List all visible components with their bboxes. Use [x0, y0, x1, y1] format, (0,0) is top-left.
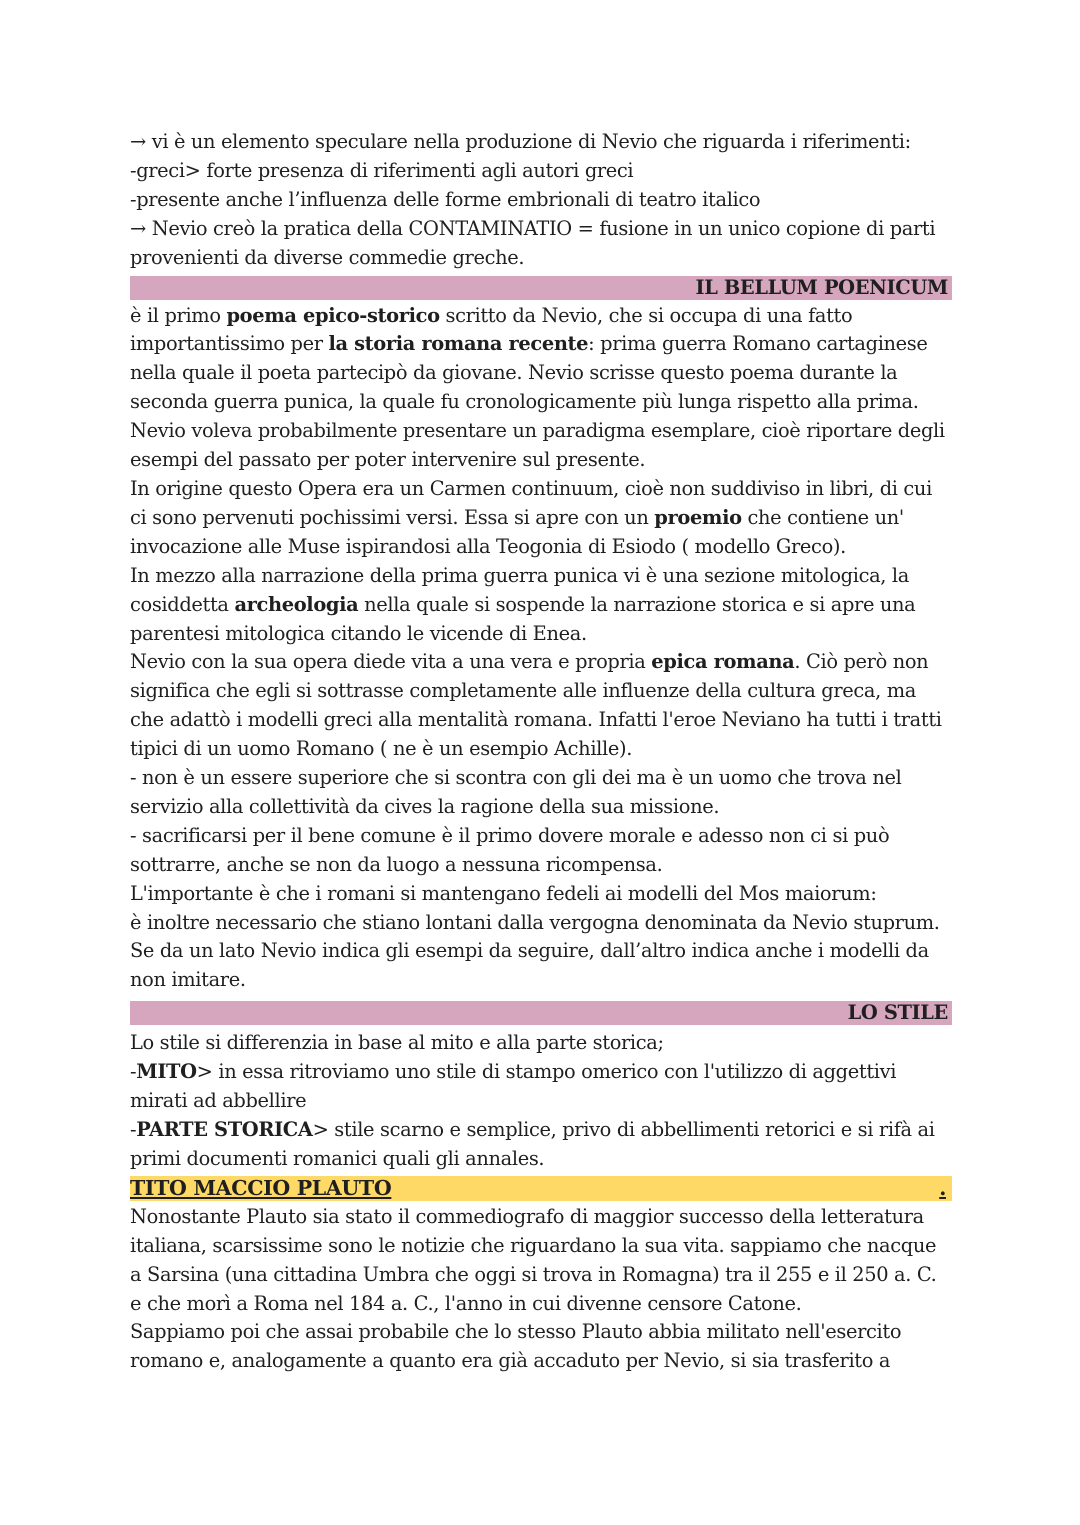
- bellum-paragraph-5: - non è un essere superiore che si scontra con gli dei ma è un uomo che trova nel servizio alla collettività da cives la ragione della sua missione.: [130, 766, 902, 818]
- chapter-title-end: .: [939, 1175, 946, 1200]
- bold-term: epica romana: [651, 650, 795, 674]
- bellum-paragraph-1: [130, 302, 952, 475]
- bold-term: proemio: [654, 505, 742, 529]
- chapter-heading-plauto: [130, 1176, 952, 1201]
- text-run: In origine questo Opera era un Carmen continuum, cioè non suddiviso in libri, di cui ci sono pervenuti pochissimi versi. Essa si apre con un: [130, 476, 932, 529]
- section-heading-bellum-poenicum: IL BELLUM POENICUM: [130, 276, 952, 300]
- bold-term: MITO: [136, 1060, 197, 1084]
- intro-line-3: -presente anche l’influenza delle forme embrionali di teatro italico: [130, 187, 761, 211]
- text-run: > stile scarno e semplice, privo di abbellimenti retorici e si rifà ai primi documenti romanici quali gli annales.: [130, 1118, 935, 1170]
- stile-paragraph-1: Lo stile si differenzia in base al mito e alla parte storica;: [130, 1031, 664, 1055]
- bellum-paragraph-3: [130, 562, 952, 649]
- stile-paragraph-storica: [130, 1116, 952, 1174]
- text-run: -: [130, 1060, 137, 1084]
- intro-line-4: → Nevio creò la pratica della CONTAMINATIO = fusione in un unico copione di parti provenienti da diverse commedie greche.: [130, 216, 936, 269]
- text-run: Nevio con la sua opera diede vita a una vera e propria: [130, 650, 652, 674]
- intro-line-1: → vi è un elemento speculare nella produzione di Nevio che riguarda i riferimenti:: [130, 130, 911, 153]
- bold-term: archeologia: [234, 592, 359, 616]
- text-run: è il primo: [130, 303, 227, 327]
- bellum-paragraph-8: è inoltre necessario che stiano lontani dalla vergogna denominata da Nevio stuprum. Se da un lato Nevio indica gli esempi da seguire, dall’altro indica anche i modelli da non imitare.: [130, 910, 940, 992]
- bold-term: poema epico-storico: [226, 303, 440, 327]
- chapter-title: TITO MACCIO PLAUTO: [130, 1175, 392, 1200]
- bellum-paragraph-6: - sacrificarsi per il bene comune è il primo dovere morale e adesso non ci si può sottrarre, anche se non da luogo a nessuna ricompensa.: [130, 823, 890, 876]
- text-run: -: [130, 1118, 137, 1141]
- bold-term: PARTE STORICA: [136, 1118, 313, 1141]
- plauto-paragraph-2: Sappiamo poi che assai probabile che lo stesso Plauto abbia militato nell'esercito romano e, analogamente a quanto era già accaduto per Nevio, si sia trasferito a: [130, 1320, 902, 1373]
- bellum-paragraph-7: L'importante è che i romani si mantengano fedeli ai modelli del Mos maiorum:: [130, 881, 877, 905]
- text-run: : prima guerra Romano cartaginese nella quale il poeta partecipò da giovane. Nevio scrisse questo poema durante la seconda guerra punica, la quale fu cronologicamente più lunga rispetto alla prima. Nevio voleva probabilmente presentare un paradigma esemplare, cioè riportare degli esempi del passato per poter intervenire sul presente.: [130, 332, 945, 472]
- stile-paragraph-mito: [130, 1058, 952, 1116]
- text-run: nella quale si sospende la narrazione storica e si apre una parentesi mitologica citando le vicende di Enea.: [130, 592, 916, 645]
- bellum-paragraph-2: [130, 475, 952, 562]
- text-run: scritto da Nevio, che si occupa di una fatto importantissimo per: [130, 303, 853, 356]
- intro-line-2: -greci> forte presenza di riferimenti agli autori greci: [130, 158, 634, 182]
- bellum-paragraph-4: [130, 648, 952, 764]
- text-run: In mezzo alla narrazione della prima guerra punica vi è una sezione mitologica, la cosiddetta: [130, 563, 909, 616]
- text-run: . Ciò però non significa che egli si sottrasse completamente alle influenze della cultura greca, ma che adattò i modelli greci alla mentalità romana. Infatti l'eroe Neviano ha tutti i tratti tipici di un uomo Romano ( ne è un esempio Achille).: [130, 650, 942, 761]
- text-run: che contiene un' invocazione alle Muse ispirandosi alla Teogonia di Esiodo ( modello Greco).: [130, 505, 904, 558]
- section-heading-lo-stile: LO STILE: [130, 1001, 952, 1025]
- plauto-paragraph-1: Nonostante Plauto sia stato il commediografo di maggior successo della letteratura italiana, scarsissime sono le notizie che riguardano la sua vita. sappiamo che nacque a Sarsina (una cittadina Umbra che oggi si trova in Romagna) tra il 255 e il 250 a. C. e che morì a Roma nel 184 a. C., l'anno in cui divenne censore Catone.: [130, 1204, 937, 1315]
- document-content: [130, 128, 952, 1376]
- text-run: > in essa ritroviamo uno stile di stampo omerico con l'utilizzo di aggettivi mirati ad abbellire: [130, 1060, 897, 1113]
- bold-term: la storia romana recente: [328, 332, 589, 356]
